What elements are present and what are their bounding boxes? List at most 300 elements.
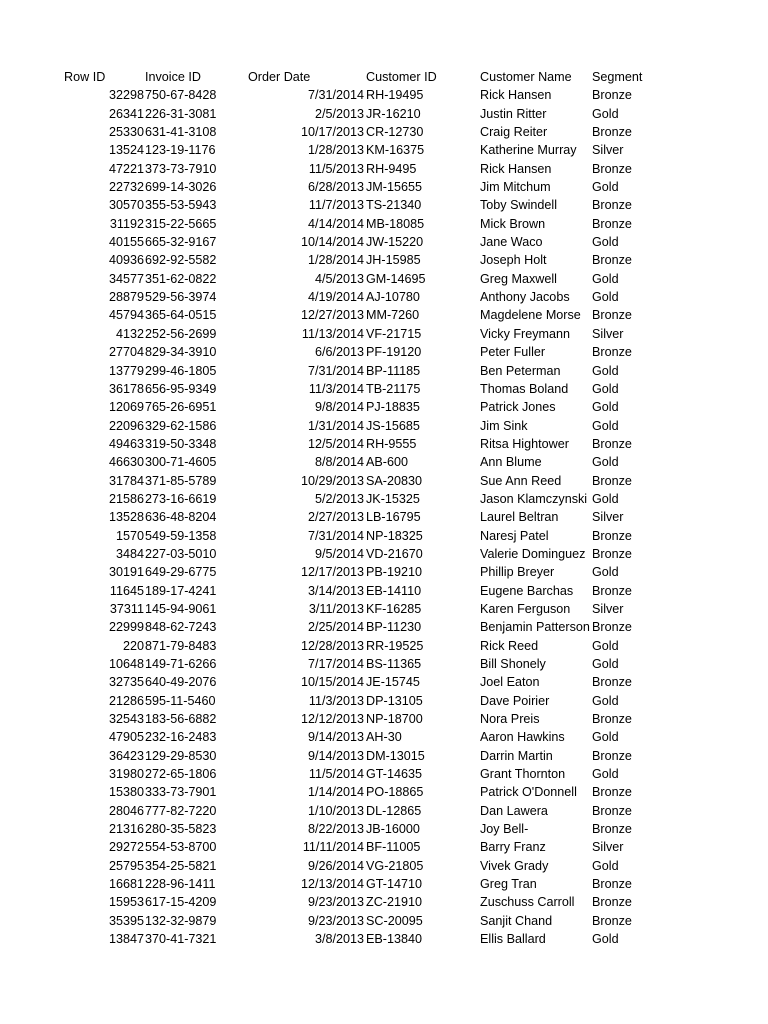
- cell-invoice-id: 300-71-4605: [145, 455, 217, 470]
- cell-order-date: 12/28/2013: [300, 638, 364, 653]
- cell-invoice-id: 365-64-0515: [145, 308, 217, 323]
- cell-segment: Bronze: [592, 88, 632, 103]
- table-row: [0, 362, 768, 380]
- cell-customer-name: Dan Lawera: [480, 803, 548, 818]
- cell-segment: Bronze: [592, 748, 632, 763]
- cell-invoice-id: 371-85-5789: [145, 473, 217, 488]
- cell-customer-id: BP-11230: [366, 620, 422, 635]
- cell-customer-id: BF-11005: [366, 840, 421, 855]
- cell-segment: Gold: [592, 106, 619, 121]
- header-invoice-id: Invoice ID: [145, 70, 201, 84]
- cell-order-date: 11/7/2013: [308, 198, 364, 213]
- cell-customer-id: KM-16375: [366, 143, 425, 158]
- cell-order-date: 1/10/2013: [307, 803, 364, 818]
- cell-row-id: 13779: [108, 363, 144, 378]
- cell-customer-id: EB-13840: [366, 932, 423, 947]
- cell-segment: Bronze: [592, 473, 632, 488]
- cell-invoice-id: 370-41-7321: [145, 932, 217, 947]
- table-row: [0, 618, 768, 636]
- cell-invoice-id: 692-92-5582: [145, 253, 217, 268]
- cell-row-id: 49463: [108, 436, 144, 451]
- cell-order-date: 9/5/2014: [314, 546, 364, 561]
- cell-order-date: 7/31/2014: [307, 88, 364, 103]
- cell-customer-name: Jim Mitchum: [480, 180, 551, 195]
- cell-customer-id: PO-18865: [366, 785, 424, 800]
- cell-row-id: 45794: [108, 308, 144, 323]
- header-row-id: Row ID: [64, 70, 106, 84]
- cell-customer-id: MB-18085: [366, 216, 425, 231]
- cell-customer-name: Joy Bell-: [480, 822, 529, 837]
- cell-order-date: 9/23/2013: [307, 895, 364, 910]
- cell-order-date: 4/5/2013: [314, 271, 364, 286]
- cell-invoice-id: 232-16-2483: [145, 730, 217, 745]
- table-row: [0, 508, 768, 526]
- cell-customer-id: EB-14110: [366, 583, 422, 598]
- table-row: [0, 728, 768, 746]
- cell-order-date: 2/25/2014: [307, 620, 364, 635]
- cell-order-date: 9/14/2013: [307, 730, 364, 745]
- cell-customer-id: DL-12865: [366, 803, 422, 818]
- cell-customer-name: Naresj Patel: [480, 528, 549, 543]
- cell-invoice-id: 554-53-8700: [145, 840, 217, 855]
- cell-order-date: 11/13/2014: [301, 326, 364, 341]
- cell-row-id: 13524: [108, 143, 144, 158]
- cell-customer-name: Laurel Beltran: [480, 510, 559, 525]
- cell-row-id: 37311: [109, 601, 144, 616]
- cell-row-id: 30191: [108, 565, 144, 580]
- cell-invoice-id: 189-17-4241: [145, 583, 217, 598]
- cell-customer-id: PF-19120: [366, 345, 422, 360]
- cell-segment: Bronze: [592, 822, 632, 837]
- cell-invoice-id: 699-14-3026: [145, 180, 217, 195]
- cell-segment: Gold: [592, 400, 619, 415]
- header-customer-id: Customer ID: [366, 70, 437, 84]
- cell-order-date: 1/28/2014: [307, 253, 364, 268]
- cell-row-id: 32735: [108, 675, 144, 690]
- cell-invoice-id: 631-41-3108: [145, 125, 217, 140]
- table-row: [0, 453, 768, 471]
- cell-row-id: 31784: [108, 473, 144, 488]
- cell-order-date: 9/14/2013: [307, 748, 364, 763]
- cell-customer-id: PJ-18835: [366, 400, 420, 415]
- cell-segment: Bronze: [592, 913, 632, 928]
- cell-order-date: 6/6/2013: [314, 345, 364, 360]
- cell-customer-id: GM-14695: [366, 271, 426, 286]
- cell-invoice-id: 329-62-1586: [145, 418, 217, 433]
- cell-row-id: 15953: [108, 895, 144, 910]
- cell-order-date: 12/17/2013: [300, 565, 364, 580]
- cell-row-id: 30570: [108, 198, 144, 213]
- table-row: [0, 160, 768, 178]
- cell-row-id: 22732: [108, 180, 144, 195]
- cell-invoice-id: 227-03-5010: [145, 546, 217, 561]
- cell-row-id: 220: [122, 638, 144, 653]
- cell-order-date: 9/23/2013: [307, 913, 364, 928]
- cell-order-date: 8/8/2014: [314, 455, 364, 470]
- table-row: [0, 655, 768, 673]
- cell-invoice-id: 149-71-6266: [145, 657, 217, 671]
- cell-invoice-id: 333-73-7901: [145, 785, 217, 800]
- cell-customer-name: Peter Fuller: [480, 345, 546, 360]
- cell-segment: Silver: [592, 840, 624, 855]
- cell-segment: Gold: [592, 381, 619, 396]
- header-row: [0, 68, 768, 86]
- cell-row-id: 47905: [108, 730, 144, 745]
- cell-row-id: 25795: [108, 858, 144, 873]
- header-order-date: Order Date: [248, 70, 311, 84]
- cell-row-id: 4132: [115, 326, 144, 341]
- cell-customer-name: Sanjit Chand: [480, 913, 553, 928]
- cell-segment: Gold: [592, 455, 619, 470]
- table-row: [0, 545, 768, 563]
- cell-customer-name: Toby Swindell: [480, 198, 558, 213]
- cell-segment: Gold: [592, 565, 619, 580]
- cell-order-date: 2/5/2013: [314, 106, 364, 121]
- cell-customer-id: VG-21805: [366, 858, 424, 873]
- cell-customer-name: Benjamin Patterson: [480, 620, 590, 635]
- cell-customer-name: Grant Thornton: [480, 767, 566, 782]
- cell-row-id: 28879: [108, 290, 144, 305]
- cell-customer-name: Joseph Holt: [480, 253, 547, 268]
- table-row: [0, 912, 768, 930]
- cell-customer-name: Eugene Barchas: [480, 583, 574, 598]
- cell-segment: Bronze: [592, 712, 632, 727]
- cell-customer-id: PB-19210: [366, 565, 423, 580]
- cell-row-id: 26341: [108, 106, 144, 121]
- cell-order-date: 7/17/2014: [307, 657, 364, 671]
- cell-segment: Gold: [592, 290, 619, 305]
- cell-invoice-id: 665-32-9167: [145, 235, 217, 250]
- cell-row-id: 16681: [108, 877, 144, 892]
- cell-order-date: 11/5/2013: [308, 161, 364, 176]
- cell-customer-name: Mick Brown: [480, 216, 546, 231]
- cell-invoice-id: 226-31-3081: [145, 106, 217, 121]
- cell-customer-id: AJ-10780: [366, 290, 420, 305]
- cell-invoice-id: 777-82-7220: [145, 803, 217, 818]
- spreadsheet-table: [0, 68, 768, 949]
- cell-customer-id: JB-16000: [366, 822, 420, 837]
- table-row: [0, 692, 768, 710]
- table-row: [0, 857, 768, 875]
- cell-customer-name: Jason Klamczynski: [480, 491, 588, 506]
- table-row: [0, 417, 768, 435]
- cell-row-id: 36423: [108, 748, 144, 763]
- cell-order-date: 6/28/2013: [307, 180, 364, 195]
- cell-invoice-id: 280-35-5823: [145, 822, 217, 837]
- cell-customer-id: RH-9495: [366, 161, 417, 176]
- table-row: [0, 343, 768, 361]
- cell-invoice-id: 649-29-6775: [145, 565, 217, 580]
- cell-row-id: 13847: [108, 932, 144, 947]
- cell-customer-id: JH-15985: [366, 253, 421, 268]
- table-body: [0, 86, 768, 948]
- cell-row-id: 34577: [108, 271, 144, 286]
- cell-order-date: 1/14/2014: [307, 785, 364, 800]
- cell-customer-name: Craig Reiter: [480, 125, 548, 140]
- cell-row-id: 29272: [108, 840, 144, 855]
- cell-customer-id: SC-20095: [366, 913, 423, 928]
- table-row: [0, 306, 768, 324]
- cell-invoice-id: 299-46-1805: [145, 363, 217, 378]
- cell-segment: Bronze: [592, 216, 632, 231]
- cell-customer-name: Ellis Ballard: [480, 932, 546, 947]
- cell-invoice-id: 595-11-5460: [145, 693, 216, 708]
- table-row: [0, 838, 768, 856]
- cell-segment: Bronze: [592, 436, 632, 451]
- cell-row-id: 21286: [108, 693, 144, 708]
- cell-row-id: 46630: [108, 455, 144, 470]
- cell-row-id: 1570: [115, 528, 144, 543]
- cell-customer-id: JK-15325: [366, 491, 420, 506]
- table-row: [0, 215, 768, 233]
- cell-customer-id: DP-13105: [366, 693, 423, 708]
- cell-invoice-id: 549-59-1358: [145, 528, 217, 543]
- cell-invoice-id: 272-65-1806: [145, 767, 217, 782]
- cell-order-date: 11/3/2014: [308, 381, 364, 396]
- cell-customer-name: Karen Ferguson: [480, 601, 571, 616]
- cell-customer-name: Patrick Jones: [480, 400, 556, 415]
- table-row: [0, 563, 768, 581]
- cell-customer-name: Magdelene Morse: [480, 308, 581, 323]
- cell-invoice-id: 829-34-3910: [145, 345, 217, 360]
- cell-invoice-id: 355-53-5943: [145, 198, 217, 213]
- table-row: [0, 325, 768, 343]
- cell-segment: Gold: [592, 271, 619, 286]
- cell-row-id: 21316: [108, 822, 144, 837]
- cell-row-id: 22999: [108, 620, 144, 635]
- cell-customer-name: Greg Tran: [480, 877, 537, 892]
- cell-customer-id: TB-21175: [366, 381, 421, 396]
- table-row: [0, 141, 768, 159]
- cell-customer-name: Rick Hansen: [480, 161, 552, 176]
- cell-invoice-id: 529-56-3974: [145, 290, 217, 305]
- header-customer-name: Customer Name: [480, 70, 572, 84]
- cell-segment: Silver: [592, 510, 624, 525]
- table-row: [0, 251, 768, 269]
- cell-segment: Bronze: [592, 198, 632, 213]
- cell-row-id: 22096: [108, 418, 144, 433]
- cell-segment: Gold: [592, 693, 619, 708]
- cell-order-date: 4/19/2014: [307, 290, 364, 305]
- cell-customer-id: DM-13015: [366, 748, 425, 763]
- cell-customer-id: AH-30: [366, 730, 402, 745]
- cell-customer-id: TS-21340: [366, 198, 422, 213]
- cell-customer-id: AB-600: [366, 455, 409, 470]
- cell-customer-name: Barry Franz: [480, 840, 546, 855]
- cell-customer-name: Aaron Hawkins: [480, 730, 565, 745]
- table-row: [0, 270, 768, 288]
- cell-segment: Bronze: [592, 546, 632, 561]
- table-row: [0, 527, 768, 545]
- table-row: [0, 637, 768, 655]
- cell-customer-name: Vicky Freymann: [480, 326, 571, 341]
- cell-row-id: 13528: [108, 510, 144, 525]
- table-row: [0, 747, 768, 765]
- table-row: [0, 233, 768, 251]
- cell-segment: Gold: [592, 932, 619, 947]
- table-row: [0, 710, 768, 728]
- cell-customer-name: Dave Poirier: [480, 693, 550, 708]
- cell-invoice-id: 636-48-8204: [145, 510, 217, 525]
- cell-row-id: 15380: [108, 785, 144, 800]
- cell-customer-name: Ann Blume: [480, 455, 542, 470]
- header-segment: Segment: [592, 70, 643, 84]
- table-row: [0, 196, 768, 214]
- cell-order-date: 11/3/2013: [308, 693, 364, 708]
- cell-invoice-id: 640-49-2076: [145, 675, 217, 690]
- cell-customer-id: JW-15220: [366, 235, 424, 250]
- table-row: [0, 930, 768, 948]
- cell-order-date: 9/26/2014: [307, 858, 364, 873]
- cell-customer-id: ZC-21910: [366, 895, 423, 910]
- cell-customer-id: LB-16795: [366, 510, 421, 525]
- cell-customer-id: MM-7260: [366, 308, 420, 323]
- cell-customer-name: Nora Preis: [480, 712, 540, 727]
- cell-segment: Gold: [592, 858, 619, 873]
- cell-segment: Bronze: [592, 528, 632, 543]
- cell-row-id: 27704: [108, 345, 144, 360]
- cell-customer-id: VF-21715: [366, 326, 422, 341]
- cell-segment: Bronze: [592, 253, 632, 268]
- cell-row-id: 12069: [108, 400, 144, 415]
- cell-customer-id: VD-21670: [366, 546, 423, 561]
- table-row: [0, 288, 768, 306]
- cell-segment: Bronze: [592, 308, 632, 323]
- table-row: [0, 582, 768, 600]
- cell-customer-name: Jim Sink: [480, 418, 528, 433]
- cell-segment: Bronze: [592, 620, 632, 635]
- table-row: [0, 765, 768, 783]
- cell-segment: Gold: [592, 363, 619, 378]
- cell-segment: Gold: [592, 180, 619, 195]
- cell-order-date: 5/2/2013: [314, 491, 364, 506]
- cell-segment: Gold: [592, 638, 619, 653]
- cell-segment: Silver: [592, 326, 624, 341]
- cell-order-date: 12/13/2014: [300, 877, 364, 892]
- cell-segment: Gold: [592, 730, 619, 745]
- cell-invoice-id: 373-73-7910: [145, 161, 217, 176]
- cell-segment: Gold: [592, 767, 619, 782]
- cell-row-id: 25330: [108, 125, 144, 140]
- cell-order-date: 8/22/2013: [307, 822, 364, 837]
- cell-invoice-id: 617-15-4209: [145, 895, 217, 910]
- cell-segment: Gold: [592, 235, 619, 250]
- cell-customer-name: Valerie Dominguez: [480, 546, 586, 561]
- cell-customer-name: Phillip Breyer: [480, 565, 555, 580]
- table-row: [0, 472, 768, 490]
- cell-invoice-id: 354-25-5821: [145, 858, 217, 873]
- table-row: [0, 802, 768, 820]
- cell-customer-name: Justin Ritter: [480, 106, 547, 121]
- cell-order-date: 11/11/2014: [302, 840, 364, 855]
- cell-customer-name: Bill Shonely: [480, 657, 546, 671]
- cell-order-date: 1/31/2014: [307, 418, 364, 433]
- cell-customer-name: Jane Waco: [480, 235, 543, 250]
- cell-customer-name: Patrick O'Donnell: [480, 785, 577, 800]
- cell-customer-id: JR-16210: [366, 106, 421, 121]
- table-row: [0, 398, 768, 416]
- cell-segment: Bronze: [592, 803, 632, 818]
- cell-row-id: 10648: [108, 657, 144, 671]
- table-row: [0, 123, 768, 141]
- table-row: [0, 600, 768, 618]
- cell-customer-name: Anthony Jacobs: [480, 290, 570, 305]
- cell-customer-id: JS-15685: [366, 418, 420, 433]
- cell-customer-id: RH-19495: [366, 88, 424, 103]
- table-row: [0, 820, 768, 838]
- cell-order-date: 7/31/2014: [307, 528, 364, 543]
- cell-segment: Silver: [592, 143, 624, 158]
- cell-customer-name: Ben Peterman: [480, 363, 561, 378]
- table-row: [0, 490, 768, 508]
- cell-row-id: 21586: [108, 491, 144, 506]
- cell-segment: Bronze: [592, 125, 632, 140]
- cell-segment: Gold: [592, 657, 619, 671]
- cell-order-date: 10/17/2013: [300, 125, 364, 140]
- cell-invoice-id: 750-67-8428: [145, 88, 217, 103]
- table-row: [0, 875, 768, 893]
- cell-invoice-id: 315-22-5665: [145, 216, 217, 231]
- table-row: [0, 783, 768, 801]
- cell-customer-id: RH-9555: [366, 436, 417, 451]
- table-row: [0, 893, 768, 911]
- cell-invoice-id: 129-29-8530: [145, 748, 217, 763]
- cell-segment: Silver: [592, 601, 624, 616]
- cell-segment: Gold: [592, 418, 619, 433]
- cell-order-date: 1/28/2013: [307, 143, 364, 158]
- cell-row-id: 31980: [108, 767, 144, 782]
- table-row: [0, 380, 768, 398]
- cell-customer-id: JM-15655: [366, 180, 423, 195]
- cell-customer-id: RR-19525: [366, 638, 424, 653]
- table-row: [0, 178, 768, 196]
- cell-invoice-id: 183-56-6882: [145, 712, 217, 727]
- table-row: [0, 435, 768, 453]
- cell-customer-id: SA-20830: [366, 473, 423, 488]
- cell-customer-id: BP-11185: [366, 363, 421, 378]
- cell-invoice-id: 319-50-3348: [145, 436, 217, 451]
- cell-invoice-id: 765-26-6951: [145, 400, 217, 415]
- table-row: [0, 86, 768, 104]
- cell-order-date: 9/8/2014: [314, 400, 364, 415]
- cell-order-date: 11/5/2014: [308, 767, 364, 782]
- cell-customer-id: KF-16285: [366, 601, 422, 616]
- cell-order-date: 2/27/2013: [307, 510, 364, 525]
- cell-customer-name: Thomas Boland: [480, 381, 569, 396]
- cell-customer-name: Rick Reed: [480, 638, 539, 653]
- cell-invoice-id: 351-62-0822: [145, 271, 217, 286]
- cell-invoice-id: 656-95-9349: [145, 381, 217, 396]
- cell-order-date: 3/14/2013: [307, 583, 364, 598]
- table-row: [0, 105, 768, 123]
- cell-order-date: 3/8/2013: [314, 932, 364, 947]
- cell-invoice-id: 871-79-8483: [145, 638, 217, 653]
- table-row: [0, 673, 768, 691]
- cell-order-date: 12/27/2013: [300, 308, 364, 323]
- cell-customer-id: BS-11365: [366, 657, 422, 671]
- cell-customer-name: Darrin Martin: [480, 748, 553, 763]
- cell-order-date: 12/12/2013: [300, 712, 364, 727]
- cell-invoice-id: 273-16-6619: [145, 491, 217, 506]
- cell-invoice-id: 228-96-1411: [145, 877, 216, 892]
- cell-segment: Bronze: [592, 785, 632, 800]
- cell-customer-name: Ritsa Hightower: [480, 436, 569, 451]
- cell-customer-id: JE-15745: [366, 675, 420, 690]
- cell-customer-name: Vivek Grady: [480, 858, 549, 873]
- cell-order-date: 7/31/2014: [307, 363, 364, 378]
- cell-segment: Gold: [592, 491, 619, 506]
- cell-segment: Bronze: [592, 345, 632, 360]
